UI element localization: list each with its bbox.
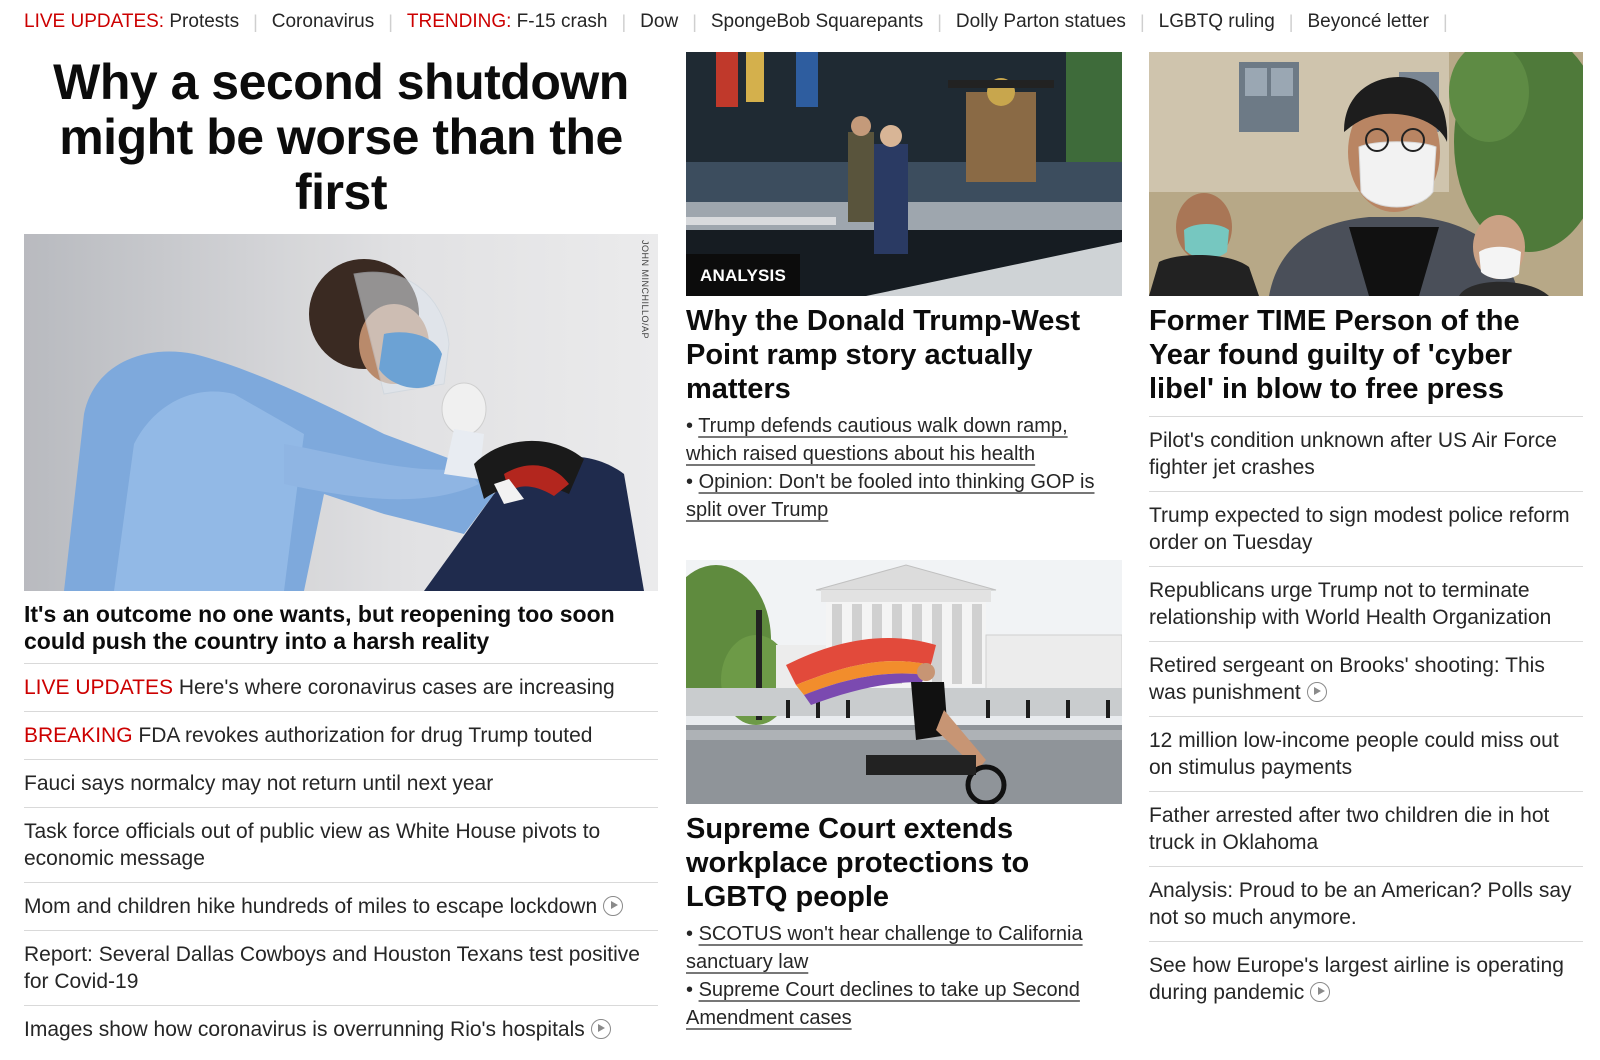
trending-item-protests[interactable]: LIVE UPDATES: Protests bbox=[24, 11, 240, 32]
main-story-column bbox=[24, 52, 658, 1053]
right-story-list bbox=[1149, 416, 1583, 1016]
trending-item-lgbtq-ruling[interactable]: LGBTQ ruling bbox=[1158, 11, 1275, 32]
list-item[interactable]: Pilot's condition unknown after US Air Force fighter jet crashes bbox=[1149, 417, 1583, 492]
trending-item-spongebob[interactable]: SpongeBob Squarepants bbox=[710, 11, 924, 32]
main-headline[interactable]: Why a second shutdown might be worse than the first bbox=[53, 54, 629, 220]
photo-credit: JOHN MINCHILLO/AP bbox=[640, 240, 650, 340]
list-item[interactable]: Father arrested after two children die in hot truck in Oklahoma bbox=[1149, 792, 1583, 867]
card-title[interactable]: Why the Donald Trump-West Point ramp story actually matters bbox=[686, 305, 1081, 405]
main-subhead[interactable]: It's an outcome no one wants, but reopening too soon could push the country into a harsh reality bbox=[24, 601, 658, 664]
divider: | bbox=[937, 11, 942, 32]
list-item[interactable]: Task force officials out of public view as White House pivots to economic message bbox=[24, 808, 658, 883]
list-item[interactable]: Mom and children hike hundreds of miles to escape lockdown bbox=[24, 883, 658, 931]
divider: | bbox=[253, 11, 258, 32]
middle-column bbox=[686, 52, 1122, 1032]
list-item[interactable]: LIVE UPDATES Here's where coronavirus cases are increasing bbox=[24, 664, 658, 712]
analysis-badge: ANALYSIS bbox=[686, 254, 800, 296]
list-item[interactable]: Republicans urge Trump not to terminate relationship with World Health Organization bbox=[1149, 567, 1583, 642]
play-circle-icon bbox=[603, 896, 623, 916]
play-circle-icon bbox=[1310, 982, 1330, 1002]
list-item[interactable]: Retired sergeant on Brooks' shooting: This was punishment bbox=[1149, 642, 1583, 717]
main-story-list bbox=[24, 664, 658, 1053]
supreme-court-image bbox=[686, 560, 1122, 804]
play-circle-icon bbox=[591, 1019, 611, 1039]
list-item[interactable]: See how Europe's largest airline is operating during pandemic bbox=[1149, 954, 1564, 1004]
trending-bar bbox=[24, 8, 1600, 36]
main-story-photo[interactable] bbox=[24, 234, 658, 591]
list-item[interactable]: Analysis: Proud to be an American? Polls say not so much anymore. bbox=[1149, 867, 1583, 942]
trending-item-dow[interactable]: Dow bbox=[640, 11, 679, 32]
divider: | bbox=[621, 11, 627, 32]
list-item[interactable]: BREAKING FDA revokes authorization for drug Trump touted bbox=[24, 712, 658, 760]
related-link[interactable]: • SCOTUS won't hear challenge to California sanctuary law bbox=[686, 923, 1083, 973]
card-title[interactable]: Former TIME Person of the Year found guilty of 'cyber libel' in blow to free press bbox=[1149, 305, 1520, 405]
right-column bbox=[1149, 52, 1583, 1016]
related-link[interactable]: • Trump defends cautious walk down ramp, which raised questions about his health bbox=[686, 415, 1068, 465]
maria-ressa-photo[interactable] bbox=[1149, 52, 1583, 296]
play-circle-icon bbox=[1307, 682, 1327, 702]
divider: | bbox=[692, 11, 697, 32]
card-title[interactable]: Supreme Court extends workplace protections to LGBTQ people bbox=[686, 813, 1030, 913]
divider: | bbox=[1288, 11, 1294, 32]
trending-item-dolly-parton[interactable]: Dolly Parton statues bbox=[955, 11, 1126, 32]
list-item[interactable]: Report: Several Dallas Cowboys and Houston Texans test positive for Covid-19 bbox=[24, 931, 658, 1006]
related-link[interactable]: • Supreme Court declines to take up Second Amendment cases bbox=[686, 979, 1080, 1029]
health-worker-image bbox=[24, 234, 658, 591]
divider: | bbox=[388, 11, 393, 32]
related-links bbox=[686, 920, 1122, 1032]
trending-item-coronavirus[interactable]: Coronavirus bbox=[271, 11, 375, 32]
list-item[interactable]: Trump expected to sign modest police reform order on Tuesday bbox=[1149, 492, 1583, 567]
list-item[interactable]: 12 million low-income people could miss out on stimulus payments bbox=[1149, 717, 1583, 792]
divider: | bbox=[1139, 11, 1145, 32]
related-link[interactable]: • Opinion: Don't be fooled into thinking GOP is split over Trump bbox=[686, 471, 1095, 521]
divider: | bbox=[1442, 11, 1448, 32]
list-item[interactable]: Images show how coronavirus is overrunning Rio's hospitals bbox=[24, 1006, 658, 1053]
press-freedom-image bbox=[1149, 52, 1583, 296]
related-links bbox=[686, 412, 1122, 524]
trending-item-f15-crash[interactable]: TRENDING: F-15 crash bbox=[406, 11, 608, 32]
list-item[interactable]: Fauci says normalcy may not return until next year bbox=[24, 760, 658, 808]
trending-item-beyonce[interactable]: Beyoncé letter bbox=[1307, 11, 1429, 32]
supreme-court-photo[interactable] bbox=[686, 560, 1122, 804]
west-point-photo[interactable] bbox=[686, 52, 1122, 296]
